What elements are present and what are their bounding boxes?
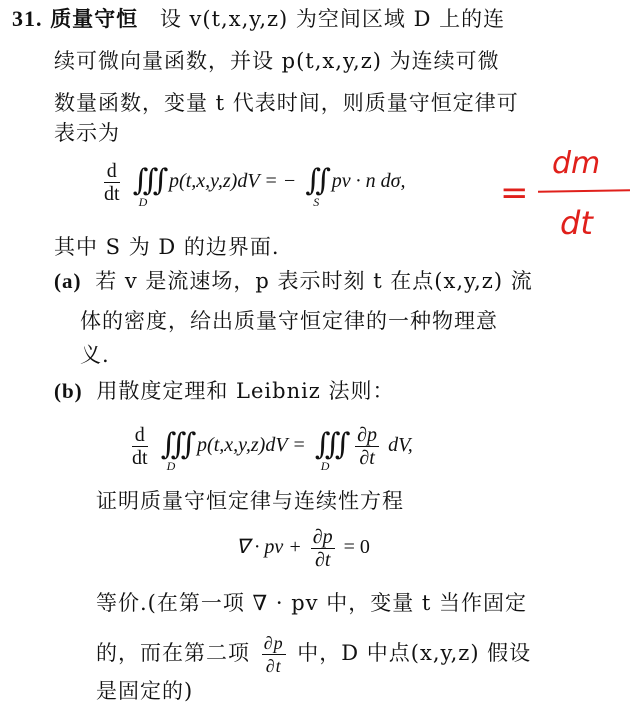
part-b-line-5: 是固定的) [96, 679, 194, 703]
integrand: p(t,x,y,z)dV = − [169, 170, 297, 193]
part-a-line-2: 体的密度，给出质量守恒定律的一种物理意 [80, 309, 498, 333]
intro-line-4: 表示为 [54, 121, 120, 145]
part-b-line-4: 的，而在第二项 $\frac{\partial p}{\partial t}$ 中，D 中点(x,y,z) 假设 [96, 633, 532, 676]
integrand: p(t,x,y,z)dV = [197, 434, 306, 457]
surface-integral: ∬ S [305, 163, 323, 209]
boundary-note: 其中 S 为 D 的边界面. [54, 235, 280, 259]
part-b-line-2: 证明质量守恒定律与连续性方程 [96, 489, 404, 513]
part-a-line-3: 义. [80, 343, 110, 367]
continuity-equation: ∇ · pv + $\frac{\partial p}{\partial t}$ = 0 [236, 526, 370, 571]
handwritten-equals: = [500, 173, 529, 213]
part-b-line-1: (b) 用散度定理和 Leibniz 法则： [54, 379, 395, 403]
triple-integral-rhs: ∭ D [314, 427, 343, 473]
time-derivative: $\frac{d}{dt}$ [104, 160, 120, 205]
intro-line-2: 续可微向量函数，并设 p(t,x,y,z) 为连续可微 [54, 49, 500, 73]
problem-number: 31. [12, 6, 43, 31]
triple-integral: ∭ D [132, 163, 161, 209]
partial-derivative: $\frac{\partial p}{\partial t}$ [357, 424, 378, 469]
handwritten-denominator: dt [560, 204, 593, 242]
flux-term: pv · n dσ, [331, 170, 406, 193]
mass-conservation-equation [100, 160, 406, 209]
handwritten-numerator: dm [552, 146, 601, 181]
problem-header [12, 4, 505, 34]
partial-derivative: $\frac{\partial p}{\partial t}$ [312, 526, 333, 571]
intro-line-1: 设 v(t,x,y,z) 为空间区域 D 上的连 [159, 7, 506, 31]
time-derivative: $\frac{d}{dt}$ [132, 424, 148, 469]
part-b-line-3: 等价.(在第一项 ∇ · pv 中，变量 t 当作固定 [96, 591, 528, 615]
inline-partial-derivative: $\frac{\partial p}{\partial t}$ [263, 633, 284, 676]
part-a-line-1: (a) 若 v 是流速场，p 表示时刻 t 在点(x,y,z) 流 [54, 269, 533, 293]
leibniz-equation: $\frac{d}{dt}$ ∭ D p(t,x,y,z)dV = ∭ D $\frac{\partial p}{\partial t}$ dV, [132, 424, 413, 473]
triple-integral: ∭ D [160, 427, 189, 473]
part-b-label: (b) [54, 379, 83, 403]
intro-line-3: 数量函数，变量 t 代表时间，则质量守恒定律可 [54, 91, 519, 115]
handwritten-fraction-bar [538, 189, 630, 193]
part-a-label: (a) [54, 269, 82, 293]
problem-heading: 质量守恒 [50, 6, 139, 31]
